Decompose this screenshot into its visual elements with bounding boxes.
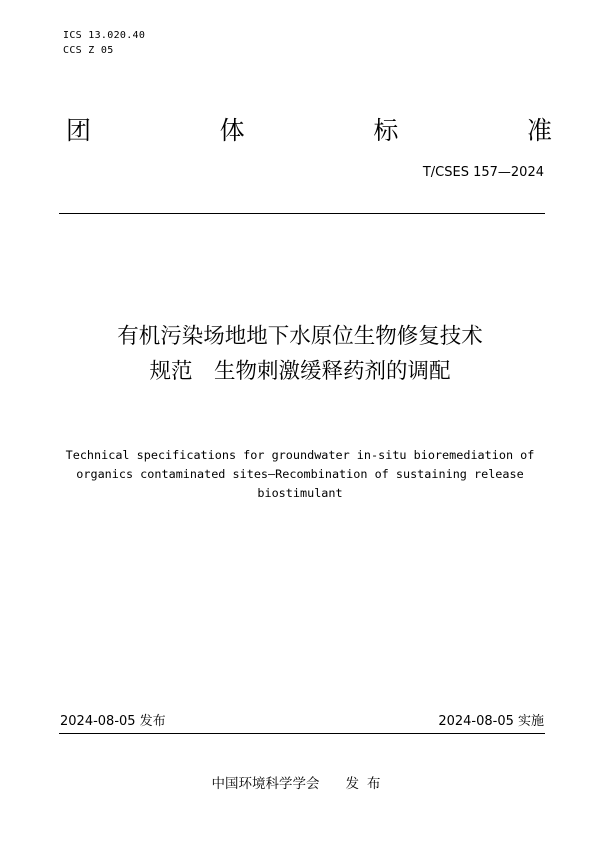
top-divider bbox=[59, 213, 545, 214]
standard-number: T/CSES 157—2024 bbox=[422, 165, 544, 180]
implementation-date: 2024-08-05 实施 bbox=[438, 714, 544, 729]
publisher-action: 发布 bbox=[345, 776, 389, 792]
standard-type-heading bbox=[66, 113, 552, 149]
bottom-divider bbox=[59, 733, 545, 734]
standard-type-char: 团 bbox=[66, 116, 92, 145]
publisher-line bbox=[0, 775, 600, 793]
publisher-name: 中国环境科学学会 bbox=[211, 776, 320, 792]
chinese-title-line-2: 规范 生物刺激缓释药剂的调配 bbox=[149, 359, 451, 384]
ics-code: ICS 13.020.40 bbox=[63, 30, 146, 41]
english-title-line-1: Technical specifications for groundwater in-situ bioremediation of bbox=[65, 448, 535, 462]
english-title-line-2: organics contaminated sites—Recombination of sustaining release bbox=[76, 467, 524, 481]
ccs-code: CCS Z 05 bbox=[63, 45, 114, 56]
standard-type-char: 体 bbox=[219, 116, 245, 145]
issue-date: 2024-08-05 发布 bbox=[60, 714, 166, 729]
english-title-line-3: biostimulant bbox=[257, 486, 343, 500]
standard-type-char: 准 bbox=[526, 116, 552, 145]
standard-type-char: 标 bbox=[373, 116, 399, 145]
english-title bbox=[50, 446, 550, 503]
chinese-title-line-1: 有机污染场地地下水原位生物修复技术 bbox=[117, 324, 483, 349]
